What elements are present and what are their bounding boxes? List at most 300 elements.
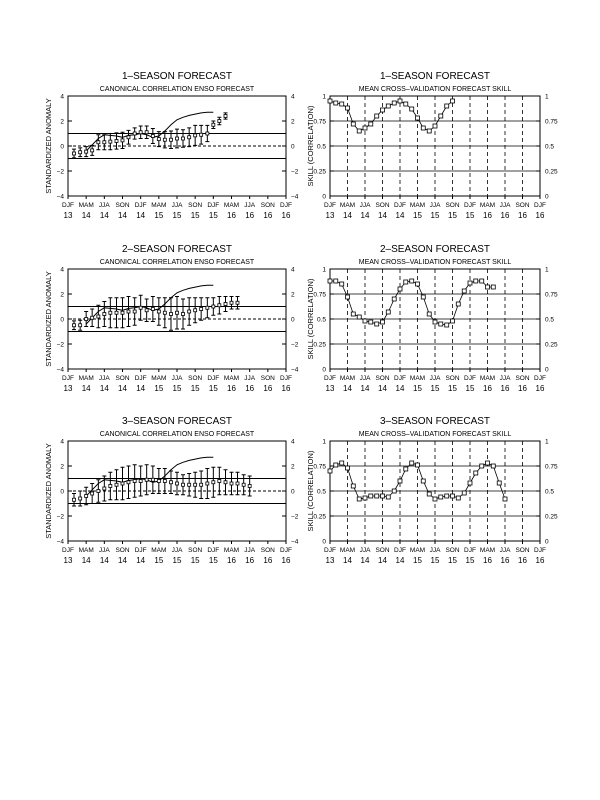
skill-marker (410, 279, 414, 283)
y-tick-label-left: 0 (322, 366, 326, 374)
forecast-marker (72, 498, 75, 501)
y-tick-label-left: 2 (60, 291, 64, 299)
skill-marker (340, 102, 344, 106)
x-tick-label-season: MAM (78, 547, 94, 554)
forecast-marker (109, 311, 112, 314)
y-tick-label-left: 0.75 (313, 118, 326, 126)
x-tick-label-year: 16 (500, 211, 510, 220)
y-axis-label: STANDARDIZED ANOMALY (44, 98, 53, 194)
forecast-marker (181, 483, 184, 486)
x-tick-label-year: 13 (325, 384, 335, 393)
y-tick-label-right: −2 (291, 513, 299, 521)
y-tick-label-right: 0.75 (545, 118, 558, 126)
forecast-point (115, 470, 119, 500)
y-tick-label-right: 0.25 (545, 341, 558, 349)
chart-subtitle: CANONICAL CORRELATION ENSO FORECAST (99, 431, 255, 438)
y-tick-label-left: 1 (322, 266, 326, 274)
x-tick-label-year: 13 (63, 556, 73, 565)
forecast-marker (127, 310, 130, 313)
forecast-point (72, 149, 76, 158)
skill-marker (486, 461, 490, 465)
forecast-marker (133, 132, 136, 135)
forecast-point (211, 121, 215, 129)
x-tick-label-season: DJF (62, 375, 74, 382)
x-tick-label-season: MAM (223, 547, 240, 554)
forecast-point (121, 467, 125, 500)
chart-panel-3 (44, 244, 299, 393)
y-tick-label-left: 0 (322, 193, 326, 201)
forecast-point (193, 125, 197, 145)
skill-marker (404, 102, 408, 106)
x-tick-label-year: 14 (378, 384, 387, 393)
x-tick-label-year: 15 (413, 211, 422, 220)
x-tick-label-season: SON (260, 547, 275, 554)
skill-marker (357, 497, 361, 501)
skill-marker (410, 461, 414, 465)
skill-marker (404, 467, 408, 471)
x-tick-label-year: 14 (136, 211, 146, 220)
x-tick-label-season: DJF (534, 202, 546, 209)
chart-title: 2–SEASON FORECAST (121, 244, 233, 255)
forecast-marker (170, 481, 173, 484)
forecast-marker (139, 131, 142, 134)
forecast-marker (157, 480, 160, 483)
y-tick-label-left: 4 (60, 266, 64, 274)
x-tick-label-year: 14 (378, 211, 387, 220)
skill-marker (381, 108, 385, 112)
y-tick-label-left: 0 (322, 538, 326, 546)
forecast-point (217, 117, 221, 125)
forecast-point (175, 297, 179, 330)
x-tick-label-season: JJA (499, 202, 511, 209)
forecast-point (224, 113, 228, 119)
forecast-marker (224, 303, 227, 306)
forecast-point (199, 298, 203, 321)
forecast-marker (163, 311, 166, 314)
skill-marker (375, 322, 379, 326)
forecast-point (133, 128, 137, 139)
forecast-marker (151, 135, 154, 138)
x-tick-label-season: MAM (223, 202, 240, 209)
forecast-point (84, 312, 88, 327)
forecast-point (211, 298, 215, 316)
x-tick-label-season: DJF (207, 375, 220, 382)
x-tick-label-year: 15 (154, 384, 164, 393)
forecast-point (126, 466, 130, 499)
chart-subtitle: MEAN CROSS–VALIDATION FORECAST SKILL (358, 431, 512, 438)
skill-marker (398, 99, 402, 103)
x-tick-label-season: DJF (134, 547, 147, 554)
x-tick-label-season: SON (375, 202, 390, 209)
skill-marker (491, 285, 495, 289)
skill-marker (416, 463, 420, 467)
x-tick-label-year: 14 (378, 556, 387, 565)
skill-marker (474, 471, 478, 475)
y-tick-label-left: 0.5 (316, 143, 326, 151)
y-tick-label-right: 4 (291, 438, 295, 446)
forecast-point (181, 299, 185, 329)
forecast-marker (115, 140, 118, 143)
x-tick-label-season: SON (260, 375, 275, 382)
x-tick-label-season: SON (188, 547, 203, 554)
y-tick-label-left: 1 (322, 93, 326, 101)
forecast-marker (127, 136, 130, 139)
x-tick-label-year: 16 (483, 556, 492, 565)
x-tick-label-season: MAM (479, 202, 496, 209)
x-tick-label-season: SON (188, 202, 203, 209)
skill-marker (346, 295, 350, 299)
y-tick-label-left: 0 (60, 488, 64, 496)
skill-marker (392, 297, 396, 301)
x-tick-label-season: DJF (394, 547, 406, 554)
x-tick-label-year: 15 (172, 211, 182, 220)
skill-marker (351, 122, 355, 126)
forecast-marker (224, 115, 227, 118)
forecast-marker (97, 490, 100, 493)
x-tick-label-year: 15 (190, 556, 200, 565)
skill-marker (497, 481, 501, 485)
x-tick-label-year: 16 (263, 384, 273, 393)
x-tick-label-year: 16 (281, 556, 291, 565)
x-tick-label-year: 16 (483, 211, 492, 220)
x-tick-label-year: 14 (99, 556, 109, 565)
x-tick-label-season: SON (445, 547, 460, 554)
skill-marker (421, 126, 425, 130)
forecast-marker (212, 481, 215, 484)
skill-marker (346, 106, 350, 110)
forecast-marker (109, 485, 112, 488)
x-tick-label-season: SON (515, 375, 530, 382)
y-tick-label-right: 0 (291, 488, 295, 496)
skill-marker (486, 285, 490, 289)
x-tick-label-season: DJF (62, 547, 74, 554)
x-tick-label-season: DJF (207, 202, 220, 209)
x-tick-label-season: JJA (429, 202, 441, 209)
forecast-marker (248, 485, 251, 488)
x-tick-label-season: JJA (171, 202, 183, 209)
skill-marker (334, 101, 338, 105)
forecast-point (187, 474, 191, 497)
skill-marker (474, 279, 478, 283)
x-tick-label-season: SON (445, 202, 460, 209)
forecast-marker (181, 313, 184, 316)
y-tick-label-right: −2 (291, 168, 299, 176)
forecast-point (78, 148, 82, 157)
forecast-marker (170, 138, 173, 141)
y-tick-label-right: 0 (545, 193, 549, 201)
forecast-marker (188, 483, 191, 486)
y-tick-label-right: 1 (545, 438, 549, 446)
forecast-point (90, 309, 94, 327)
skill-marker (340, 282, 344, 286)
forecast-point (224, 297, 228, 312)
x-tick-label-year: 14 (118, 384, 127, 393)
y-tick-label-right: 0.75 (545, 291, 558, 299)
x-tick-label-season: SON (115, 375, 130, 382)
forecast-marker (72, 152, 75, 155)
skill-marker (328, 469, 332, 473)
skill-marker (439, 322, 443, 326)
skill-marker (340, 461, 344, 465)
x-tick-label-year: 13 (325, 556, 335, 565)
forecast-marker (236, 301, 239, 304)
x-tick-label-season: JJA (499, 375, 511, 382)
x-tick-label-season: DJF (534, 547, 546, 554)
x-tick-label-year: 15 (154, 556, 164, 565)
x-tick-label-season: MAM (409, 547, 426, 554)
x-tick-label-year: 14 (81, 556, 91, 565)
x-tick-label-season: DJF (324, 547, 336, 554)
x-tick-label-season: DJF (534, 375, 546, 382)
x-tick-label-season: JJA (359, 375, 371, 382)
chart-panel-2 (306, 71, 558, 220)
forecast-point (187, 128, 191, 147)
x-tick-label-year: 14 (343, 556, 352, 565)
y-tick-label-right: 0.5 (545, 316, 555, 324)
skill-marker (416, 282, 420, 286)
y-tick-label-left: 2 (60, 463, 64, 471)
y-tick-label-right: 4 (291, 266, 295, 274)
x-tick-label-season: MAM (479, 547, 496, 554)
x-tick-label-year: 16 (281, 211, 291, 220)
x-tick-label-year: 16 (245, 384, 255, 393)
x-tick-label-season: MAM (151, 375, 167, 382)
forecast-marker (163, 138, 166, 141)
x-tick-label-year: 14 (395, 384, 405, 393)
x-tick-label-season: JJA (98, 202, 110, 209)
chart-panel-5 (44, 416, 299, 565)
forecast-marker (176, 137, 179, 140)
skill-marker (334, 279, 338, 283)
x-tick-label-season: SON (515, 547, 530, 554)
y-tick-label-right: 0 (545, 366, 549, 374)
skill-marker (386, 495, 390, 499)
forecast-marker (188, 310, 191, 313)
skill-marker (456, 302, 460, 306)
skill-marker (328, 279, 332, 283)
forecast-point (242, 475, 246, 495)
x-tick-label-year: 15 (448, 556, 457, 565)
x-tick-label-season: JJA (244, 375, 256, 382)
forecast-point (187, 298, 191, 326)
forecast-point (90, 484, 94, 504)
x-tick-label-year: 14 (99, 211, 109, 220)
chart-title: 2–SEASON FORECAST (379, 244, 491, 255)
x-tick-label-season: DJF (464, 202, 476, 209)
skill-marker (363, 319, 367, 323)
forecast-marker (109, 140, 112, 143)
forecast-marker (212, 305, 215, 308)
skill-marker (456, 496, 460, 500)
x-tick-label-year: 14 (136, 384, 146, 393)
y-tick-label-left: −4 (56, 366, 64, 374)
x-tick-label-year: 16 (263, 211, 273, 220)
forecast-marker (200, 133, 203, 136)
skill-marker (445, 104, 449, 108)
x-tick-label-season: MAM (78, 375, 94, 382)
forecast-marker (91, 149, 94, 152)
forecast-point (157, 469, 161, 494)
x-tick-label-year: 15 (465, 556, 475, 565)
forecast-marker (145, 478, 148, 481)
y-tick-label-right: 0 (291, 316, 295, 324)
forecast-marker (145, 131, 148, 134)
forecast-point (157, 298, 161, 326)
x-tick-label-year: 15 (154, 211, 164, 220)
skill-marker (386, 310, 390, 314)
y-tick-label-right: 0 (545, 538, 549, 546)
y-tick-label-left: −2 (56, 513, 64, 521)
x-tick-label-year: 14 (118, 556, 127, 565)
y-tick-label-left: 0.5 (316, 316, 326, 324)
skill-marker (439, 114, 443, 118)
y-tick-label-right: 2 (291, 291, 295, 299)
x-tick-label-season: JJA (244, 547, 256, 554)
forecast-marker (206, 132, 209, 135)
x-tick-label-year: 16 (281, 384, 291, 393)
x-tick-label-season: MAM (409, 202, 426, 209)
x-tick-label-year: 14 (81, 384, 91, 393)
x-tick-label-season: DJF (62, 202, 74, 209)
x-tick-label-season: JJA (171, 547, 183, 554)
x-tick-label-season: DJF (134, 375, 147, 382)
y-tick-label-right: 0.5 (545, 488, 555, 496)
skill-marker (427, 492, 431, 496)
y-tick-label-left: 0.25 (313, 513, 326, 521)
x-tick-label-season: DJF (464, 375, 476, 382)
forecast-marker (218, 480, 221, 483)
forecast-point (139, 126, 143, 139)
y-tick-label-right: −4 (291, 366, 299, 374)
y-axis-label: SKILL (CORRELATION) (306, 278, 315, 360)
x-tick-label-season: DJF (324, 375, 336, 382)
skill-marker (375, 494, 379, 498)
x-tick-label-year: 14 (81, 211, 91, 220)
skill-marker (451, 99, 455, 103)
forecast-point (169, 471, 173, 494)
x-tick-label-year: 15 (465, 211, 475, 220)
skill-marker (357, 129, 361, 133)
x-tick-label-season: MAM (479, 375, 496, 382)
forecast-marker (79, 151, 82, 154)
chart-panel-1 (44, 71, 299, 220)
x-tick-label-year: 15 (208, 556, 218, 565)
x-tick-label-year: 13 (325, 211, 335, 220)
forecast-point (133, 298, 137, 326)
forecast-marker (200, 308, 203, 311)
x-tick-label-season: JJA (429, 375, 441, 382)
skill-marker (392, 489, 396, 493)
forecast-point (145, 126, 149, 139)
x-tick-label-year: 15 (430, 384, 440, 393)
skill-marker (328, 99, 332, 103)
forecast-point (181, 130, 185, 148)
y-tick-label-left: 2 (60, 118, 64, 126)
skill-marker (445, 323, 449, 327)
y-tick-label-right: 2 (291, 463, 295, 471)
skill-marker (451, 494, 455, 498)
x-tick-label-year: 14 (99, 384, 109, 393)
x-tick-label-year: 15 (448, 384, 457, 393)
skill-marker (421, 295, 425, 299)
x-tick-label-year: 15 (208, 211, 218, 220)
skill-marker (491, 464, 495, 468)
forecast-marker (242, 483, 245, 486)
forecast-marker (85, 495, 88, 498)
skill-marker (357, 315, 361, 319)
skill-marker (375, 114, 379, 118)
forecast-marker (145, 309, 148, 312)
y-tick-label-right: 4 (291, 93, 295, 101)
x-tick-label-year: 16 (518, 384, 527, 393)
x-tick-label-year: 16 (500, 384, 510, 393)
forecast-point (163, 132, 167, 148)
x-tick-label-year: 16 (535, 211, 545, 220)
y-tick-label-left: 4 (60, 93, 64, 101)
y-tick-label-left: −2 (56, 168, 64, 176)
x-tick-label-year: 14 (360, 211, 370, 220)
y-tick-label-left: 0 (60, 316, 64, 324)
forecast-marker (212, 123, 215, 126)
skill-marker (398, 479, 402, 483)
forecast-point (151, 129, 155, 144)
x-tick-label-season: JJA (359, 547, 371, 554)
x-tick-label-season: MAM (78, 202, 94, 209)
x-tick-label-season: MAM (339, 375, 356, 382)
forecast-marker (85, 318, 88, 321)
forecast-point (181, 475, 185, 495)
forecast-point (115, 133, 119, 149)
x-tick-label-year: 14 (136, 556, 146, 565)
forecast-point (217, 297, 221, 315)
forecast-marker (139, 480, 142, 483)
skill-marker (480, 464, 484, 468)
forecast-point (72, 494, 76, 507)
forecast-marker (206, 306, 209, 309)
skill-marker (369, 494, 373, 498)
forecast-marker (230, 301, 233, 304)
y-tick-label-right: 0.25 (545, 513, 558, 521)
forecast-point (205, 469, 209, 499)
forecast-marker (230, 482, 233, 485)
skill-marker (433, 497, 437, 501)
forecast-point (139, 295, 143, 320)
x-tick-label-season: JJA (171, 375, 183, 382)
skill-marker (334, 463, 338, 467)
x-tick-label-year: 14 (343, 211, 352, 220)
chart-title: 3–SEASON FORECAST (379, 416, 491, 427)
chart-title: 3–SEASON FORECAST (121, 416, 233, 427)
chart-panel-6 (306, 416, 558, 565)
forecast-point (145, 299, 149, 322)
x-tick-label-year: 14 (360, 556, 370, 565)
skill-line (330, 281, 493, 325)
x-tick-label-year: 15 (172, 556, 182, 565)
x-tick-label-year: 16 (535, 556, 545, 565)
y-axis-label: SKILL (CORRELATION) (306, 450, 315, 532)
x-tick-label-year: 16 (227, 556, 236, 565)
y-tick-label-right: −4 (291, 538, 299, 546)
forecast-point (84, 147, 88, 157)
forecast-point (108, 298, 112, 328)
forecast-marker (157, 310, 160, 313)
skill-marker (427, 129, 431, 133)
skill-marker (468, 481, 472, 485)
y-axis-label: STANDARDIZED ANOMALY (44, 271, 53, 367)
forecast-marker (91, 316, 94, 319)
forecast-marker (236, 482, 239, 485)
x-tick-label-year: 16 (227, 384, 236, 393)
